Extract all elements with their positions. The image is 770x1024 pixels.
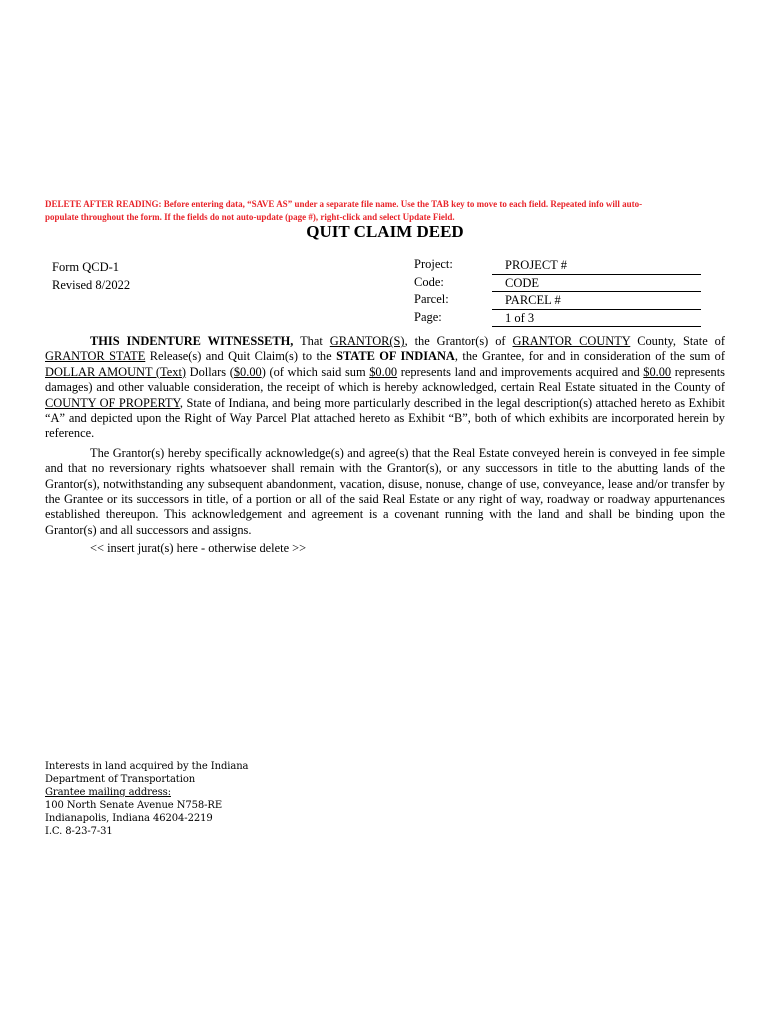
grantor-field[interactable]: GRANTOR(S) bbox=[329, 334, 405, 348]
county-of-property-field[interactable]: COUNTY OF PROPERTY bbox=[45, 395, 180, 410]
para1-text-3: County, State of bbox=[630, 334, 725, 348]
notice-line-2: populate throughout the form. If the fields do not auto-update (page #), right-click and select Update Field. bbox=[45, 211, 455, 222]
parcel-label: Parcel: bbox=[414, 292, 449, 307]
grantee-address-block bbox=[45, 760, 248, 838]
footer-line-1: Interests in land acquired by the Indiana bbox=[45, 761, 249, 772]
para1-text-9: represents damages) and other valuable consideration, the receipt of which is hereby acknowledged, certain Real Estate situated in the County of bbox=[45, 364, 725, 395]
indenture-paragraph bbox=[45, 334, 725, 442]
footer-line-2: Department of Transportation bbox=[45, 774, 196, 785]
notice-line-1: DELETE AFTER READING: Before entering data, “SAVE AS” under a separate file name. Use the TAB key to move to each field. Repeated info will auto- bbox=[45, 199, 643, 209]
dollar-amount-text-field[interactable]: DOLLAR AMOUNT (Text) bbox=[45, 364, 187, 379]
page-field[interactable]: 1 of 3 bbox=[492, 310, 701, 328]
grantor-county-field[interactable]: GRANTOR COUNTY bbox=[512, 334, 631, 348]
page-label: Page: bbox=[414, 309, 442, 324]
para1-text-7: ) (of which said sum bbox=[261, 364, 370, 379]
project-label: Project: bbox=[414, 257, 453, 271]
form-revision: Revised 8/2022 bbox=[52, 278, 131, 292]
project-field[interactable]: PROJECT # bbox=[492, 257, 701, 275]
deed-body bbox=[45, 334, 725, 557]
footer-street: 100 North Senate Avenue N758-RE bbox=[45, 800, 223, 811]
delete-after-reading-notice bbox=[45, 198, 725, 223]
para1-text-1: That bbox=[293, 334, 330, 348]
grantee-mailing-address-label: Grantee mailing address: bbox=[45, 787, 171, 798]
total-amount-field[interactable]: $0.00 bbox=[233, 364, 262, 379]
form-number: Form QCD-1 bbox=[52, 260, 120, 274]
state-name: STATE OF INDIANA bbox=[336, 349, 455, 364]
form-info bbox=[52, 258, 130, 294]
para1-text-2: , the Grantor(s) of bbox=[404, 334, 513, 348]
para1-text-10: , State of Indiana, and being more particularly described in the legal description(s) attached hereto as Exhibit “A” and depicted upon the Right of Way Parcel Plat attached hereto as Exhibit “B”, both of which exhibits are incorporated herein by reference. bbox=[45, 395, 725, 441]
para1-text-4: Release(s) and Quit Claim(s) to the bbox=[145, 349, 337, 364]
code-label: Code: bbox=[414, 274, 444, 289]
parcel-field[interactable]: PARCEL # bbox=[492, 292, 701, 310]
para1-text-8: represents land and improvements acquired and bbox=[397, 364, 644, 379]
grantor-state-field[interactable]: GRANTOR STATE bbox=[45, 349, 146, 364]
para1-text-5: , the Grantee, for and in consideration of the sum of bbox=[454, 349, 726, 364]
acknowledgement-paragraph: The Grantor(s) hereby specifically acknowledge(s) and agree(s) that the Real Estate conveyed herein is conveyed in fee simple and that no reversionary rights whatsoever shall remain with the Grantor(s), or any successors in title to the abutting lands of the Grantor(s), notwithstanding any subsequent abandonment, vacation, disuse, nonuse, change of use, conveyance, lease and/or transfer by the Grantee or its successors in title, of a portion or all of the said Real Estate or any right of way, roadway or roadway appurtenances established thereupon. This acknowledgement and agreement is a covenant running with the land and shall be binding upon the Grantor(s) and all successors and assigns. bbox=[45, 445, 725, 537]
jurat-placeholder[interactable]: << insert jurat(s) here - otherwise delete >> bbox=[90, 541, 307, 556]
indenture-lead: THIS INDENTURE WITNESSETH, bbox=[90, 334, 294, 348]
damages-amount-field[interactable]: $0.00 bbox=[643, 364, 672, 379]
code-field[interactable]: CODE bbox=[492, 275, 701, 293]
para1-text-6: Dollars ( bbox=[186, 364, 234, 379]
document-title: QUIT CLAIM DEED bbox=[306, 222, 464, 241]
land-amount-field[interactable]: $0.00 bbox=[369, 364, 398, 379]
footer-city: Indianapolis, Indiana 46204-2219 bbox=[45, 813, 213, 824]
footer-statute: I.C. 8-23-7-31 bbox=[45, 826, 113, 837]
